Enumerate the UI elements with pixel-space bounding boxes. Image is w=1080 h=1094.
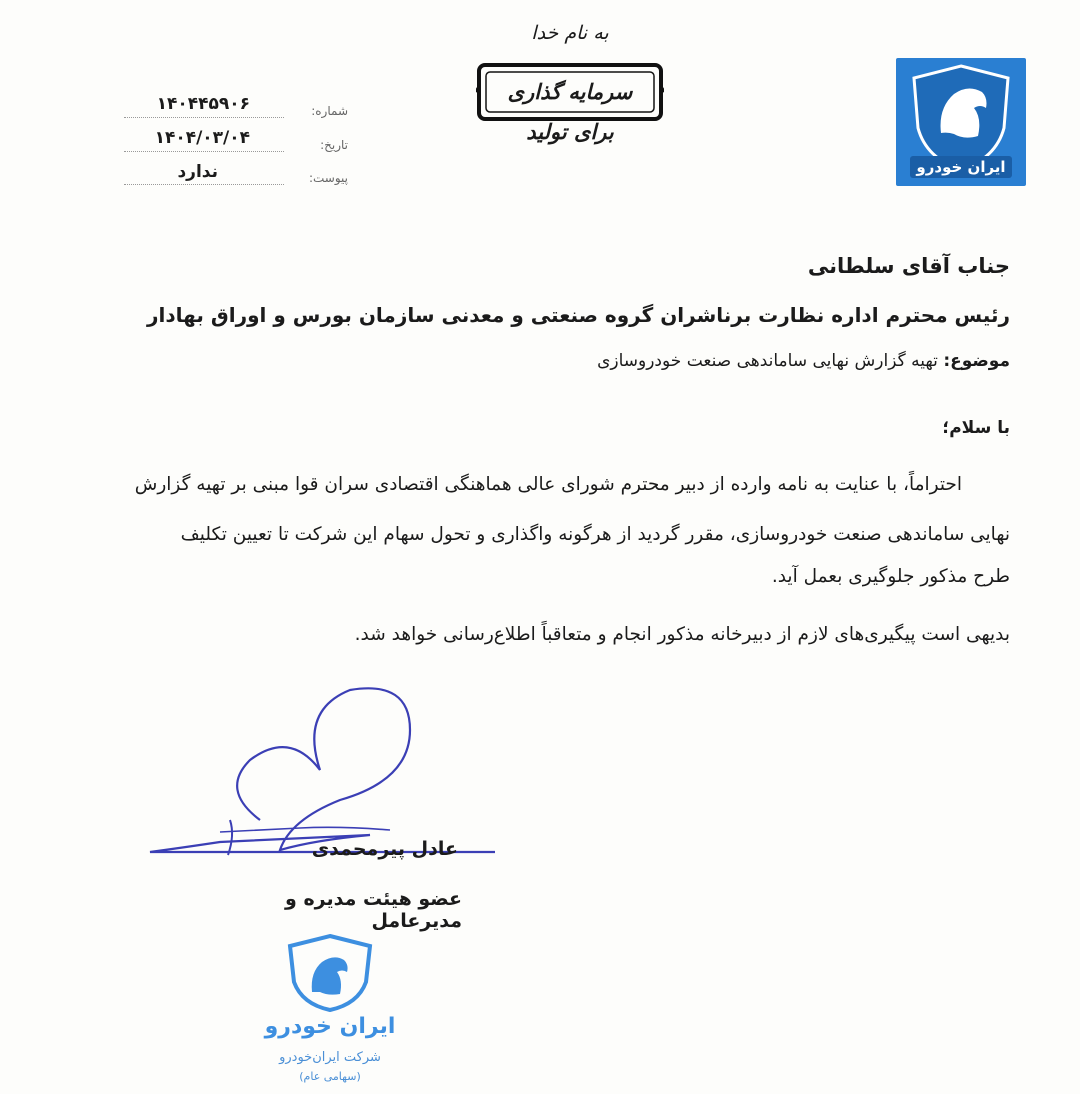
subject-line <box>597 351 1010 371</box>
stamp-brand: ایران خودرو <box>264 1014 396 1039</box>
stamp-type: (سهامی عام) <box>299 1070 361 1083</box>
body-line-1: احتراماً، با عنایت به نامه وارده از دبیر محترم شورای عالی هماهنگی اقتصادی سران قوا مبنی بر تهیه گزارش <box>134 474 962 495</box>
horse-shield-icon <box>896 58 1026 186</box>
recipient-name: جناب آقای سلطانی <box>807 254 1010 278</box>
recipient-title: رئیس محترم اداره نظارت برناشران گروه صنعتی و معدنی سازمان بورس و اوراق بهادار <box>147 303 1010 327</box>
stamp-company: شرکت ایران‌خودرو <box>279 1050 381 1065</box>
attachment-dots <box>124 183 284 185</box>
date-label: تاریخ: <box>320 138 348 152</box>
logo-brand-text: ایران خودرو <box>916 158 1006 176</box>
date-dots <box>124 150 284 152</box>
body-line-3: طرح مذکور جلوگیری بعمل آید. <box>771 566 1010 587</box>
bismillah-heading: به نام خدا <box>531 22 609 44</box>
slogan-text: سرمایه گذاری برای تولید <box>507 79 633 144</box>
number-label: شماره: <box>311 104 348 118</box>
subject-label: موضوع: <box>943 351 1010 371</box>
body-line-2: نهایی ساماندهی صنعت خودروسازی، مقرر گردید از هرگونه واگذاری و تحول سهام این شرکت تا تعیین تکلیف <box>180 524 1010 545</box>
attachment-value: ندارد <box>177 162 218 182</box>
stamp-horse-icon <box>270 932 390 1012</box>
subject-text: تهیه گزارش نهایی ساماندهی صنعت خودروسازی <box>597 351 938 371</box>
number-dots <box>124 116 284 118</box>
company-logo <box>896 58 1026 186</box>
body-line-4: بدیهی است پیگیری‌های لازم از دبیرخانه مذکور انجام و متعاقباً اطلاع‌رسانی خواهد شد. <box>354 624 1010 645</box>
signatory-position: عضو هیئت مدیره و مدیرعامل <box>285 888 462 932</box>
letter-number: ۱۴۰۴۴۵۹۰۶ <box>156 94 250 114</box>
signatory-name: عادل پیرمحمدی <box>311 838 458 860</box>
attachment-label: پیوست: <box>308 171 348 185</box>
letter-date: ۱۴۰۴/۰۳/۰۴ <box>154 128 250 148</box>
greeting: با سلام؛ <box>942 418 1010 438</box>
